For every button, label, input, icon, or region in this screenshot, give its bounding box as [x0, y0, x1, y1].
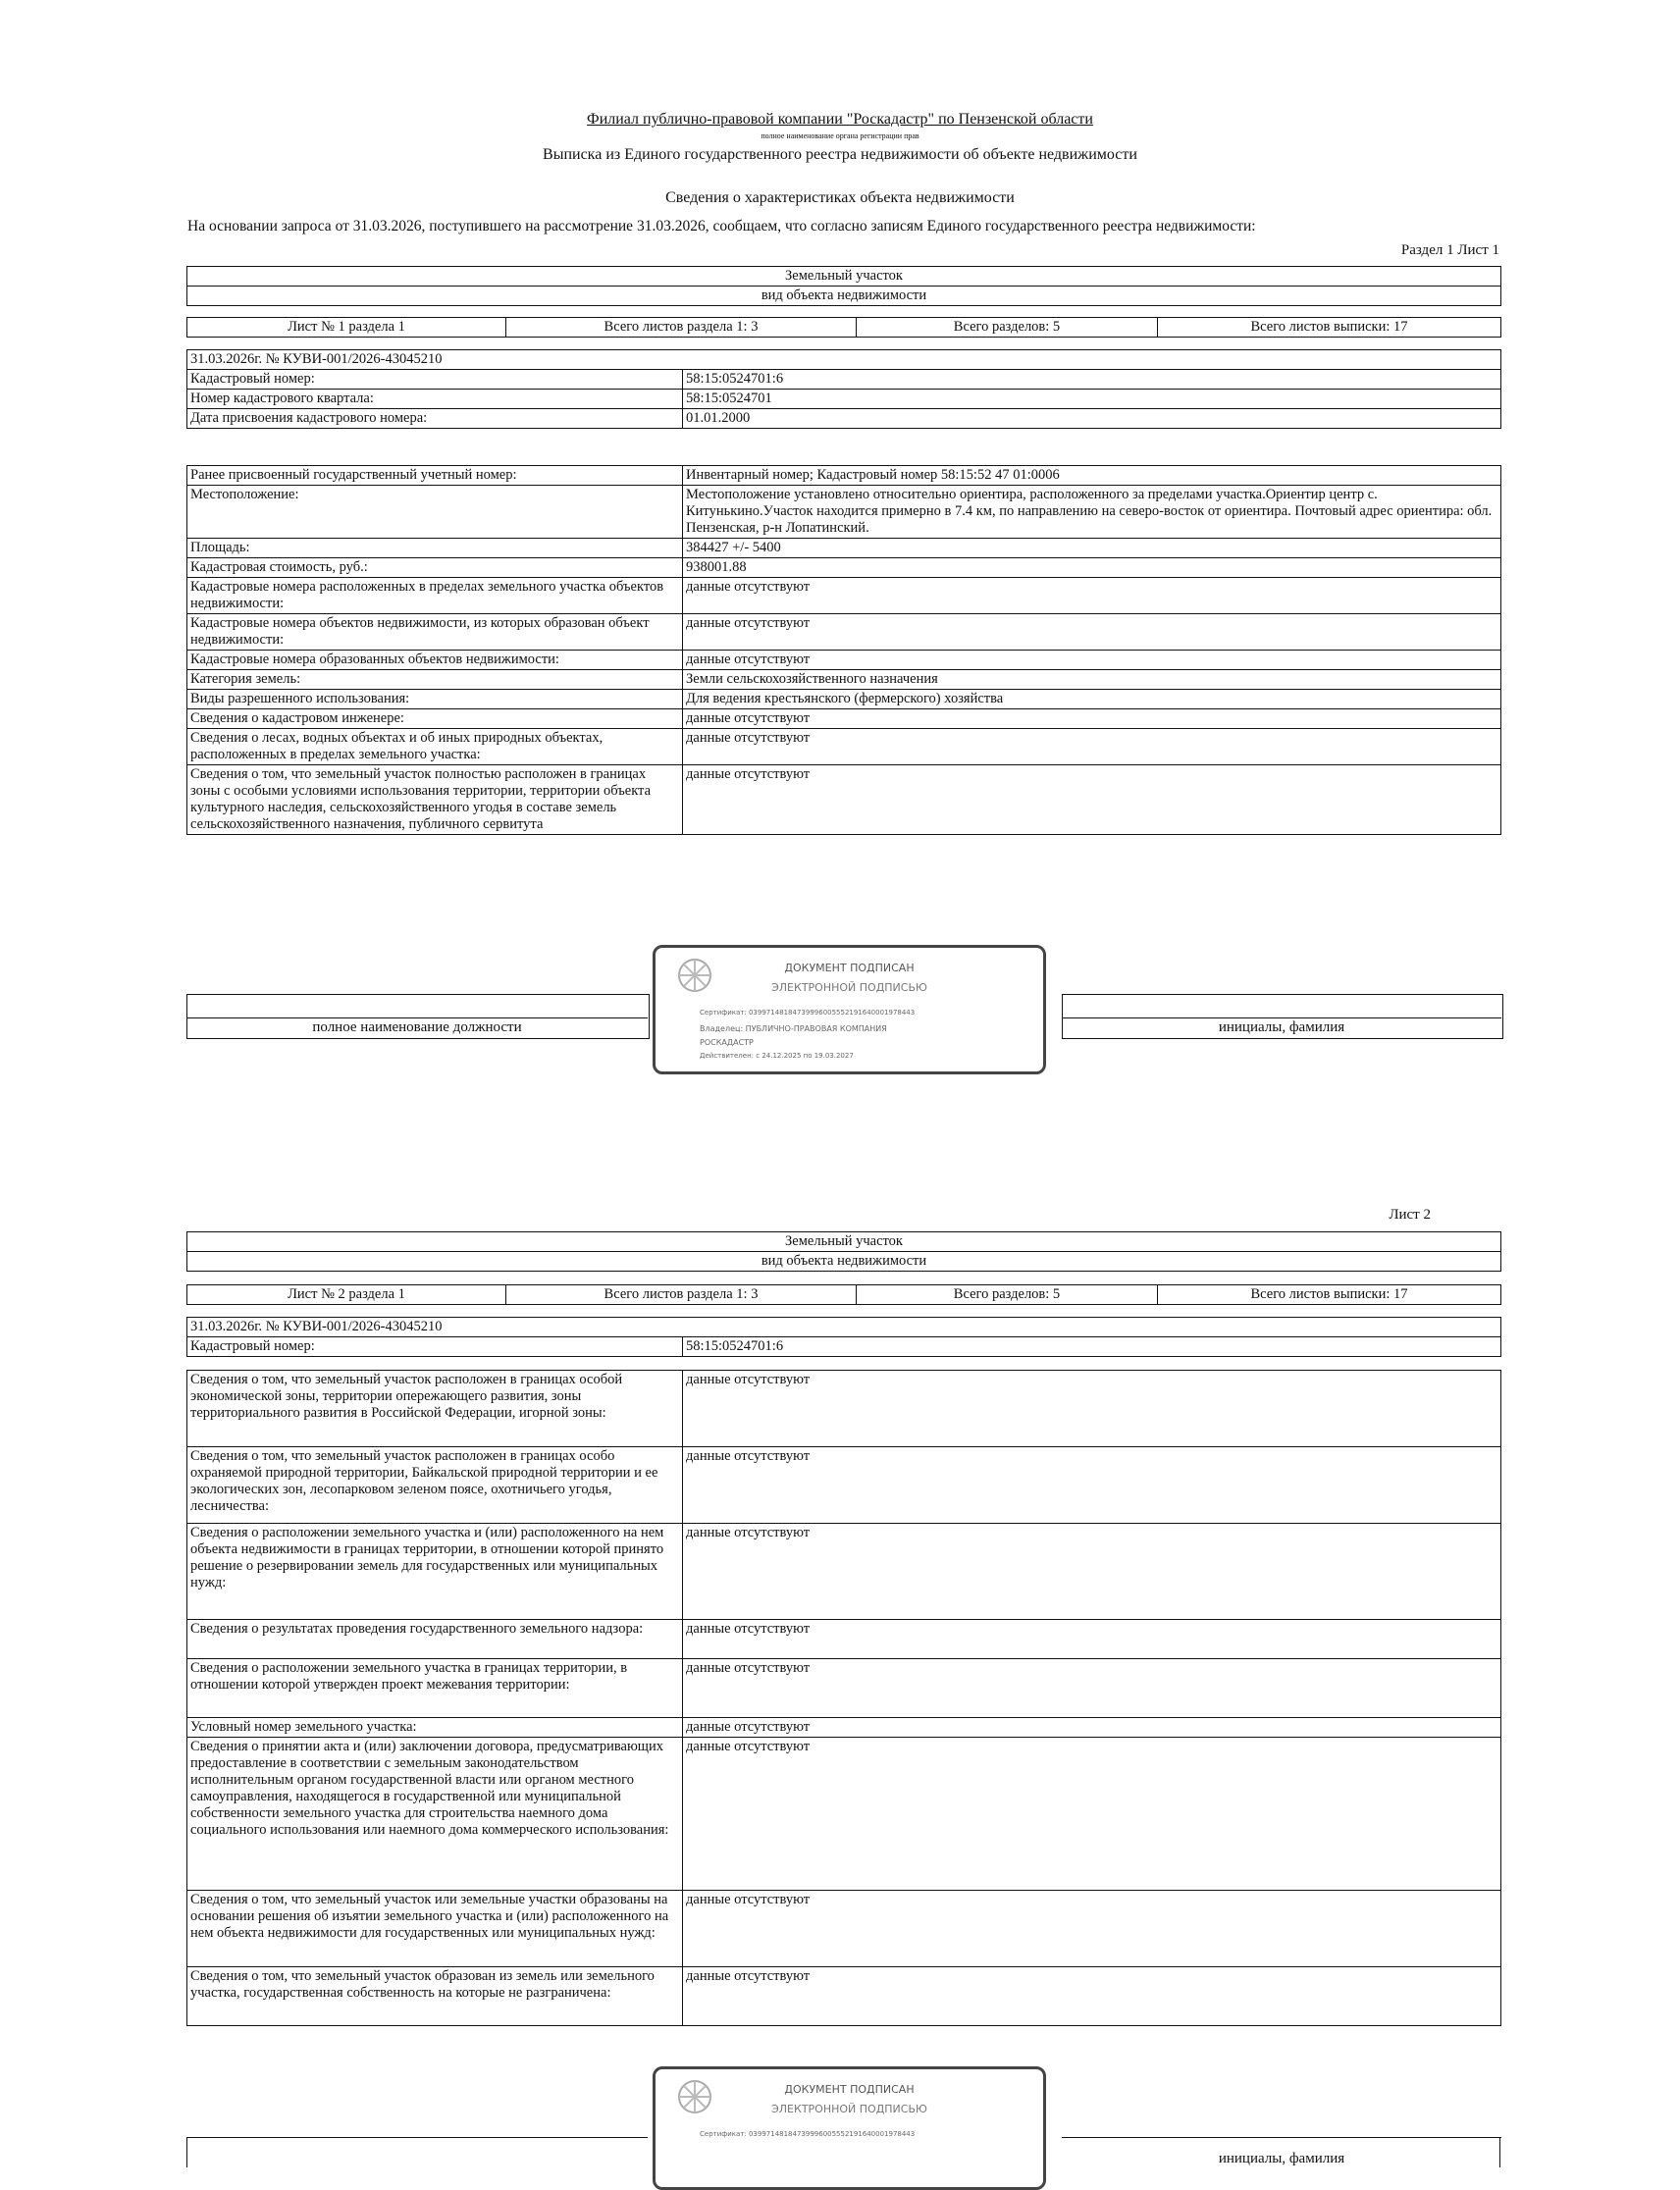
table-row	[187, 651, 1501, 670]
sections-total: Всего разделов: 5	[857, 1285, 1158, 1305]
object-type: Земельный участок	[187, 267, 1501, 287]
row-value: Для ведения крестьянского (фермерского) хозяйства	[683, 690, 1501, 709]
row-label: Сведения о кадастровом инженере:	[187, 709, 683, 729]
row-value: 58:15:0524701:6	[683, 370, 1501, 390]
row-value: 384427 +/- 5400	[683, 539, 1501, 558]
extract-sheets-total: Всего листов выписки: 17	[1158, 318, 1501, 338]
stamp-title: ДОКУМЕНТ ПОДПИСАН	[784, 2083, 915, 2096]
table-row	[187, 466, 1501, 486]
row-label: Кадастровые номера объектов недвижимости, из которых образован объект недвижимости:	[187, 614, 683, 651]
object-type-table-2	[186, 1231, 1501, 1272]
signature-name-caption-2: инициалы, фамилия	[1218, 2151, 1345, 2166]
organization-caption: полное наименование органа регистрации прав	[761, 131, 919, 140]
divider	[186, 1017, 648, 1018]
row-value: Инвентарный номер; Кадастровый номер 58:15:52 47 01:0006	[683, 466, 1501, 486]
electronic-signature-stamp-2	[653, 2066, 1046, 2190]
document-title: Выписка из Единого государственного реестра недвижимости об объекте недвижимости	[543, 146, 1137, 163]
organization-title: Филиал публично-правовой компании "Роскадастр" по Пензенской области	[587, 111, 1093, 128]
stamp-owner: Владелец: ПУБЛИЧНО-ПРАВОВАЯ КОМПАНИЯ	[700, 1024, 887, 1033]
row-label: Условный номер земельного участка:	[187, 1718, 683, 1738]
row-value: данные отсутствуют	[683, 1718, 1501, 1738]
row-value: данные отсутствуют	[683, 1524, 1501, 1620]
table-row	[187, 729, 1501, 765]
row-label: Местоположение:	[187, 486, 683, 539]
row-label: Кадастровый номер:	[187, 1337, 683, 1357]
stamp-subtitle: ЭЛЕКТРОННОЙ ПОДПИСЬЮ	[771, 981, 927, 994]
table-row	[187, 486, 1501, 539]
object-type-caption: вид объекта недвижимости	[187, 287, 1501, 306]
row-label: Номер кадастрового квартала:	[187, 390, 683, 409]
table-row	[187, 1891, 1501, 1967]
row-label: Сведения о том, что земельный участок или земельные участки образованы на основании решения об изъятии земельного участка и (или) расположенного на нем объекта недвижимости для государственных или муниципальных нужд:	[187, 1891, 683, 1967]
table-row	[187, 578, 1501, 614]
intro-text: На основании запроса от 31.03.2026, поступившего на рассмотрение 31.03.2026, сообщаем, что согласно записям Единого государственного реестра недвижимости:	[187, 218, 1256, 235]
row-label: Кадастровые номера расположенных в пределах земельного участка объектов недвижимости:	[187, 578, 683, 614]
row-value: Земли сельскохозяйственного назначения	[683, 670, 1501, 690]
signature-edge-2	[186, 2137, 187, 2167]
table-row	[187, 1738, 1501, 1891]
sheet-number: Лист № 2 раздела 1	[187, 1285, 506, 1305]
table-row	[187, 709, 1501, 729]
row-label: Сведения о том, что земельный участок расположен в границах особой экономической зоны, территории опережающего развития, зоны территориального развития в Российской Федерации, игорной зоны:	[187, 1371, 683, 1447]
signature-name-caption: инициалы, фамилия	[1218, 1019, 1345, 1035]
table-row	[187, 1967, 1501, 2026]
document-number: 31.03.2026г. № КУВИ-001/2026-43045210	[187, 350, 1501, 370]
table-row	[187, 1620, 1501, 1659]
table-row	[187, 1447, 1501, 1524]
counts-table	[186, 317, 1501, 338]
row-label: Кадастровые номера образованных объектов недвижимости:	[187, 651, 683, 670]
row-value: данные отсутствуют	[683, 1738, 1501, 1891]
document-number: 31.03.2026г. № КУВИ-001/2026-43045210	[187, 1318, 1501, 1337]
table-row	[187, 1337, 1501, 1357]
row-value: данные отсутствуют	[683, 1620, 1501, 1659]
row-label: Ранее присвоенный государственный учетный номер:	[187, 466, 683, 486]
table-row	[187, 690, 1501, 709]
characteristics-table	[186, 465, 1501, 835]
stamp-title: ДОКУМЕНТ ПОДПИСАН	[784, 962, 915, 974]
sheet-label: Раздел 1 Лист 1	[1400, 242, 1499, 258]
row-label: Сведения о лесах, водных объектах и об иных природных объектах, расположенных в пределах земельного участка:	[187, 729, 683, 765]
table-row	[187, 409, 1501, 429]
row-label: Площадь:	[187, 539, 683, 558]
row-label: Виды разрешенного использования:	[187, 690, 683, 709]
table-row	[187, 1718, 1501, 1738]
row-value: данные отсутствуют	[683, 709, 1501, 729]
row-value: данные отсутствуют	[683, 1447, 1501, 1524]
row-value: данные отсутствуют	[683, 1967, 1501, 2026]
row-value: данные отсутствуют	[683, 765, 1501, 835]
stamp-validity: Действителен: с 24.12.2025 по 19.03.2027	[700, 1052, 854, 1060]
row-label: Категория земель:	[187, 670, 683, 690]
characteristics-table-2	[186, 1370, 1501, 2026]
stamp-owner-name: РОСКАДАСТР	[700, 1038, 754, 1047]
row-label: Кадастровая стоимость, руб.:	[187, 558, 683, 578]
basic-info-table-2	[186, 1317, 1501, 1357]
row-value: данные отсутствуют	[683, 614, 1501, 651]
extract-sheets-total: Всего листов выписки: 17	[1158, 1285, 1501, 1305]
row-value: данные отсутствуют	[683, 578, 1501, 614]
stamp-subtitle: ЭЛЕКТРОННОЙ ПОДПИСЬЮ	[771, 2103, 927, 2115]
row-value: данные отсутствуют	[683, 1659, 1501, 1718]
table-row	[187, 558, 1501, 578]
section-title: Сведения о характеристиках объекта недвижимости	[665, 189, 1015, 206]
row-value: данные отсутствуют	[683, 1371, 1501, 1447]
table-row	[187, 670, 1501, 690]
row-label: Сведения о принятии акта и (или) заключении договора, предусматривающих предоставление в соответствии с земельным законодательством исполнительным органом государственной власти или органом местного самоуправления, находящегося в государственной или муниципальной собственности земельного участка для строительства наемного дома социального использования или наемного дома коммерческого использования:	[187, 1738, 683, 1891]
electronic-signature-stamp	[653, 945, 1046, 1074]
table-row	[187, 1371, 1501, 1447]
row-label: Кадастровый номер:	[187, 370, 683, 390]
signature-line-left-2	[186, 2137, 648, 2138]
table-row	[187, 614, 1501, 651]
row-value: 01.01.2000	[683, 409, 1501, 429]
section-sheets-total: Всего листов раздела 1: 3	[506, 1285, 857, 1305]
row-value: 58:15:0524701:6	[683, 1337, 1501, 1357]
row-value: данные отсутствуют	[683, 729, 1501, 765]
row-label: Сведения о результатах проведения государственного земельного надзора:	[187, 1620, 683, 1659]
table-row	[187, 390, 1501, 409]
row-value: 938001.88	[683, 558, 1501, 578]
counts-table-2	[186, 1284, 1501, 1305]
basic-info-table	[186, 349, 1501, 429]
row-value: Местоположение установлено относительно ориентира, расположенного за пределами участка.Ориентир центр с. Китунькино.Участок находится примерно в 7.4 км, по направлению на северо-восток от ориентира. Почтовый адрес ориентира: обл. Пензенская, р-н Лопатинский.	[683, 486, 1501, 539]
row-label: Сведения о расположении земельного участка в границах территории, в отношении которой утвержден проект межевания территории:	[187, 1659, 683, 1718]
table-row	[187, 1524, 1501, 1620]
row-label: Дата присвоения кадастрового номера:	[187, 409, 683, 429]
object-type-caption: вид объекта недвижимости	[187, 1252, 1501, 1272]
sections-total: Всего разделов: 5	[857, 318, 1158, 338]
divider	[1062, 1017, 1501, 1018]
object-type-table	[186, 266, 1501, 306]
section-sheets-total: Всего листов раздела 1: 3	[506, 318, 857, 338]
stamp-certificate: Сертификат: 03997148184739996005552191640001978443	[700, 1009, 916, 1017]
table-row	[187, 370, 1501, 390]
signature-position-caption: полное наименование должности	[312, 1019, 522, 1035]
row-label: Сведения о том, что земельный участок образован из земель или земельного участка, государственная собственность на которые не разграничена:	[187, 1967, 683, 2026]
row-label: Сведения о том, что земельный участок полностью расположен в границах зоны с особыми условиями использования территории, территории объекта культурного наследия, сельскохозяйственного угодья в составе земель сельскохозяйственного назначения, публичного сервитута	[187, 765, 683, 835]
stamp-certificate: Сертификат: 03997148184739996005552191640001978443	[700, 2130, 916, 2138]
table-row	[187, 539, 1501, 558]
object-type: Земельный участок	[187, 1232, 1501, 1252]
row-value: данные отсутствуют	[683, 651, 1501, 670]
row-label: Сведения о расположении земельного участка и (или) расположенного на нем объекта недвижимости в границах территории, в отношении которой принято решение о резервировании земель для государственных или муниципальных нужд:	[187, 1524, 683, 1620]
row-value: данные отсутствуют	[683, 1891, 1501, 1967]
signature-line-right-2	[1062, 2137, 1501, 2138]
table-row	[187, 1659, 1501, 1718]
row-value: 58:15:0524701	[683, 390, 1501, 409]
table-row	[187, 765, 1501, 835]
sheet-number: Лист № 1 раздела 1	[187, 318, 506, 338]
row-label: Сведения о том, что земельный участок расположен в границах особо охраняемой природной территории, Байкальской природной территории и ее экологических зон, лесопарковом зеленом поясе, охотничьего угодья, лесничества:	[187, 1447, 683, 1524]
sheet2-label: Лист 2	[1389, 1207, 1431, 1223]
